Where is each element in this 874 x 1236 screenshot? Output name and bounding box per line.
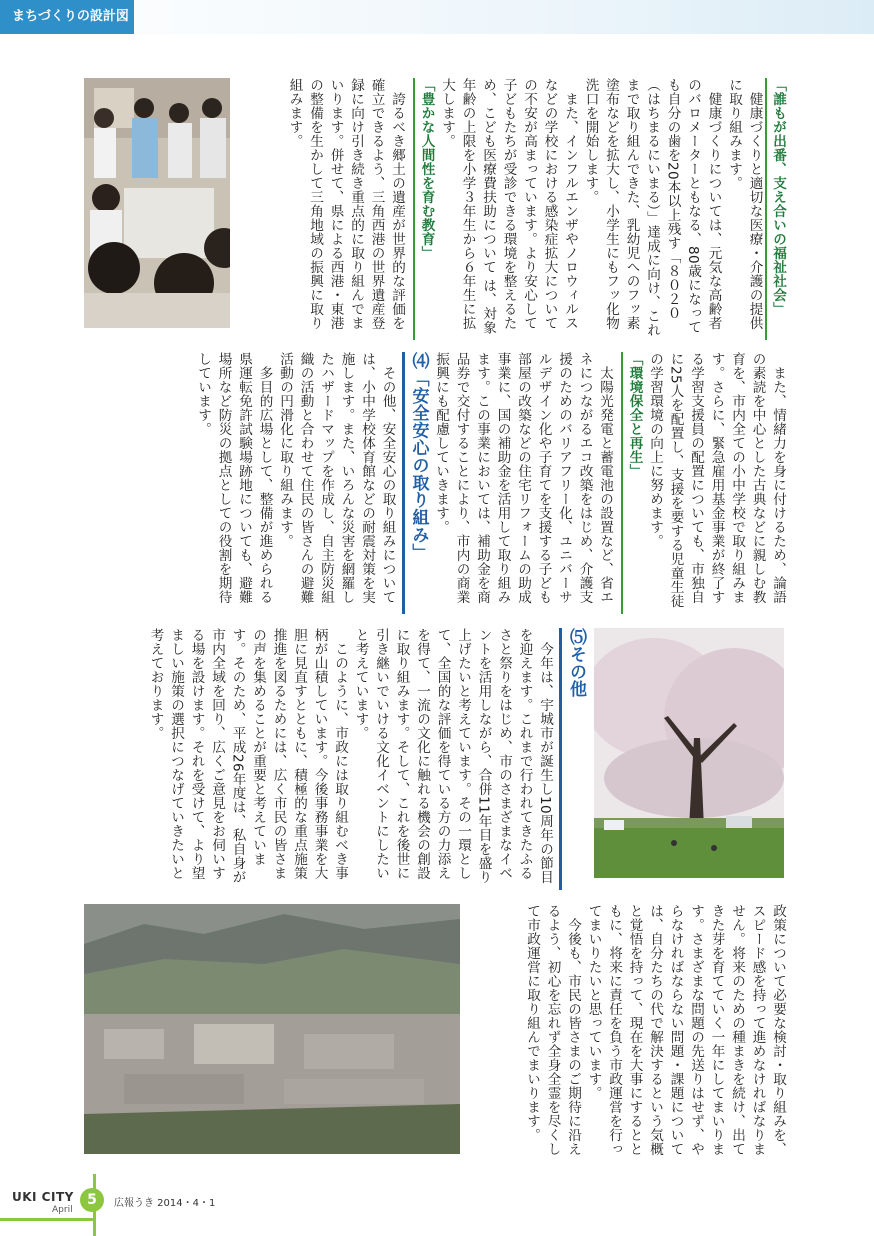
paragraph: 誇るべき郷土の遺産が世界的な評価を確立できるよう、三角西港の世界遺産登録に向け引き続き重点的に取り組んでまいります。併せて、県による西港・東港の整備を生かして三角地域の振興に取り組みます。 <box>286 78 405 330</box>
paragraph: 多目的広場として、整備が進められる県運転免許試験場跡地についても、避難場所など防災の拠点としての役割を期待しています。 <box>195 352 273 604</box>
section-heading-welfare: 「誰もが出番、支え合いの福祉社会」 <box>765 78 789 340</box>
text-column-3 <box>84 628 588 890</box>
footer-month: April <box>52 1205 73 1215</box>
paragraph: このように、市政には取り組むべき事柄が山積しています。今後事務事業を大胆に見直すとともに、積極的な重点施策推進を図るためには、広く市民の皆さまの声を集めることが重要と考えています。そのため、平成26年度は、私自身が市内全域を回り、広くご意見をお伺いする場を設けます。それを受けて、より望ましい施策の選択につなげていきたいと考えております。 <box>147 628 348 885</box>
paragraph: 健康づくりと適切な医療・介護の提供に取り組みます。 <box>726 78 763 330</box>
section-heading-safety: ⑷「安全安心の取り組み」 <box>402 352 431 614</box>
classroom-photo <box>84 78 230 328</box>
paragraph: また、情緒力を身に付けるため、論語の素読を中心とした古典などに親しむ教育を、市内全ての小中学校で取り組みます。さらに、緊急雇用基金事業が終了する学習支援員の配置についても、市独自に25人を配置し、支援を要する児童生徒の学習環境の向上に努めます。 <box>647 352 786 609</box>
text-column-2 <box>84 352 788 614</box>
section-heading-education: 「豊かな人間性を育む教育」 <box>413 78 437 340</box>
paragraph: 今年は、宇城市が誕生し10周年の節目を迎えます。これまで行われてきたふるさと祭りをはじめ、市のさまざまなイベントを活用しながら、合併11年目を盛り上げたいと考えています。その一環として、全国的な評価を得ている方の力添えを得て、一流の文化に触れる機会の創設に取り組みます。そして、これを後世に引き継いでいける文化イベントにしたいと考えています。 <box>352 628 553 885</box>
cherry-blossom-photo <box>594 628 784 878</box>
text-column-4 <box>474 904 788 1166</box>
footer-logo: UKI CITY <box>12 1190 74 1204</box>
section-heading-other: ⑸その他 <box>559 628 588 890</box>
paragraph: 今後も、市民の皆さまのご期待に沿えるよう、初心を忘れず全身全霊を尽くして市政運営に取り組んでまいります。 <box>524 904 581 1156</box>
section-tab: まちづくりの設計図 <box>0 0 134 34</box>
paragraph: 太陽光発電と蓄電池の設置など、省エネにつながるエコ改築をはじめ、介護支援のためのバリアフリー化、ユニバーサルデザイン化や子育てを支援する子ども部屋の改築などの住宅リフォームの助成事業に、国の補助金を活用して取り組みます。この事業においては、補助金を商品券で交付することにより、市内の商業振興にも配慮していきます。 <box>433 352 613 604</box>
section-heading-environment: 「環境保全と再生」 <box>621 352 645 614</box>
text-column-1 <box>238 78 788 340</box>
issue-info: 広報うき 2014・4・1 <box>114 1198 216 1209</box>
paragraph: その他、安全安心の取り組みについては、小中学校体育館などの耐震対策を実施します。また、いろんな災害を網羅したハザードマップを作成し、自主防災組織の活動と合わせて住民の皆さんの避難活動の円滑化に取り組みます。 <box>277 352 396 604</box>
paragraph: また、インフルエンザやノロウィルスなどの学校における感染症拡大についての不安が高まっています。より安心して子どもたちが受診できる環境を整えるため、こども医療費扶助について は、対象年齢の上限を小学３年生から６年生に拡大します。 <box>439 78 578 335</box>
footer-line <box>0 1218 96 1221</box>
paragraph: 健康づくりについては、元気な高齢者のバロメーターともなる、80歳になっても自分の歯を20本以上残す「８０２０（はちまるにいまる）」達成に向け、これまで取り組んできた、乳幼児へのフッ素塗布などを拡大し、小学生にもフッ化物洗口を開始します。 <box>582 78 722 338</box>
city-aerial-photo <box>84 904 460 1154</box>
paragraph: 政策について必要な検討・取り組みを、スピード感を持って進めなければなりません。将来のための種まきを続け、出てきた芽を育てていく一年にしてまいります。さまざまな問題の先送りはせず、やらなければならない問題・課題については、自分たちの代で解決するという気概と覚悟を持って、現在を大事にするとともに、将来に責任を負う市政運営を行ってまいりたいと思っています。 <box>585 904 786 1156</box>
page-number: 5 <box>80 1188 104 1212</box>
